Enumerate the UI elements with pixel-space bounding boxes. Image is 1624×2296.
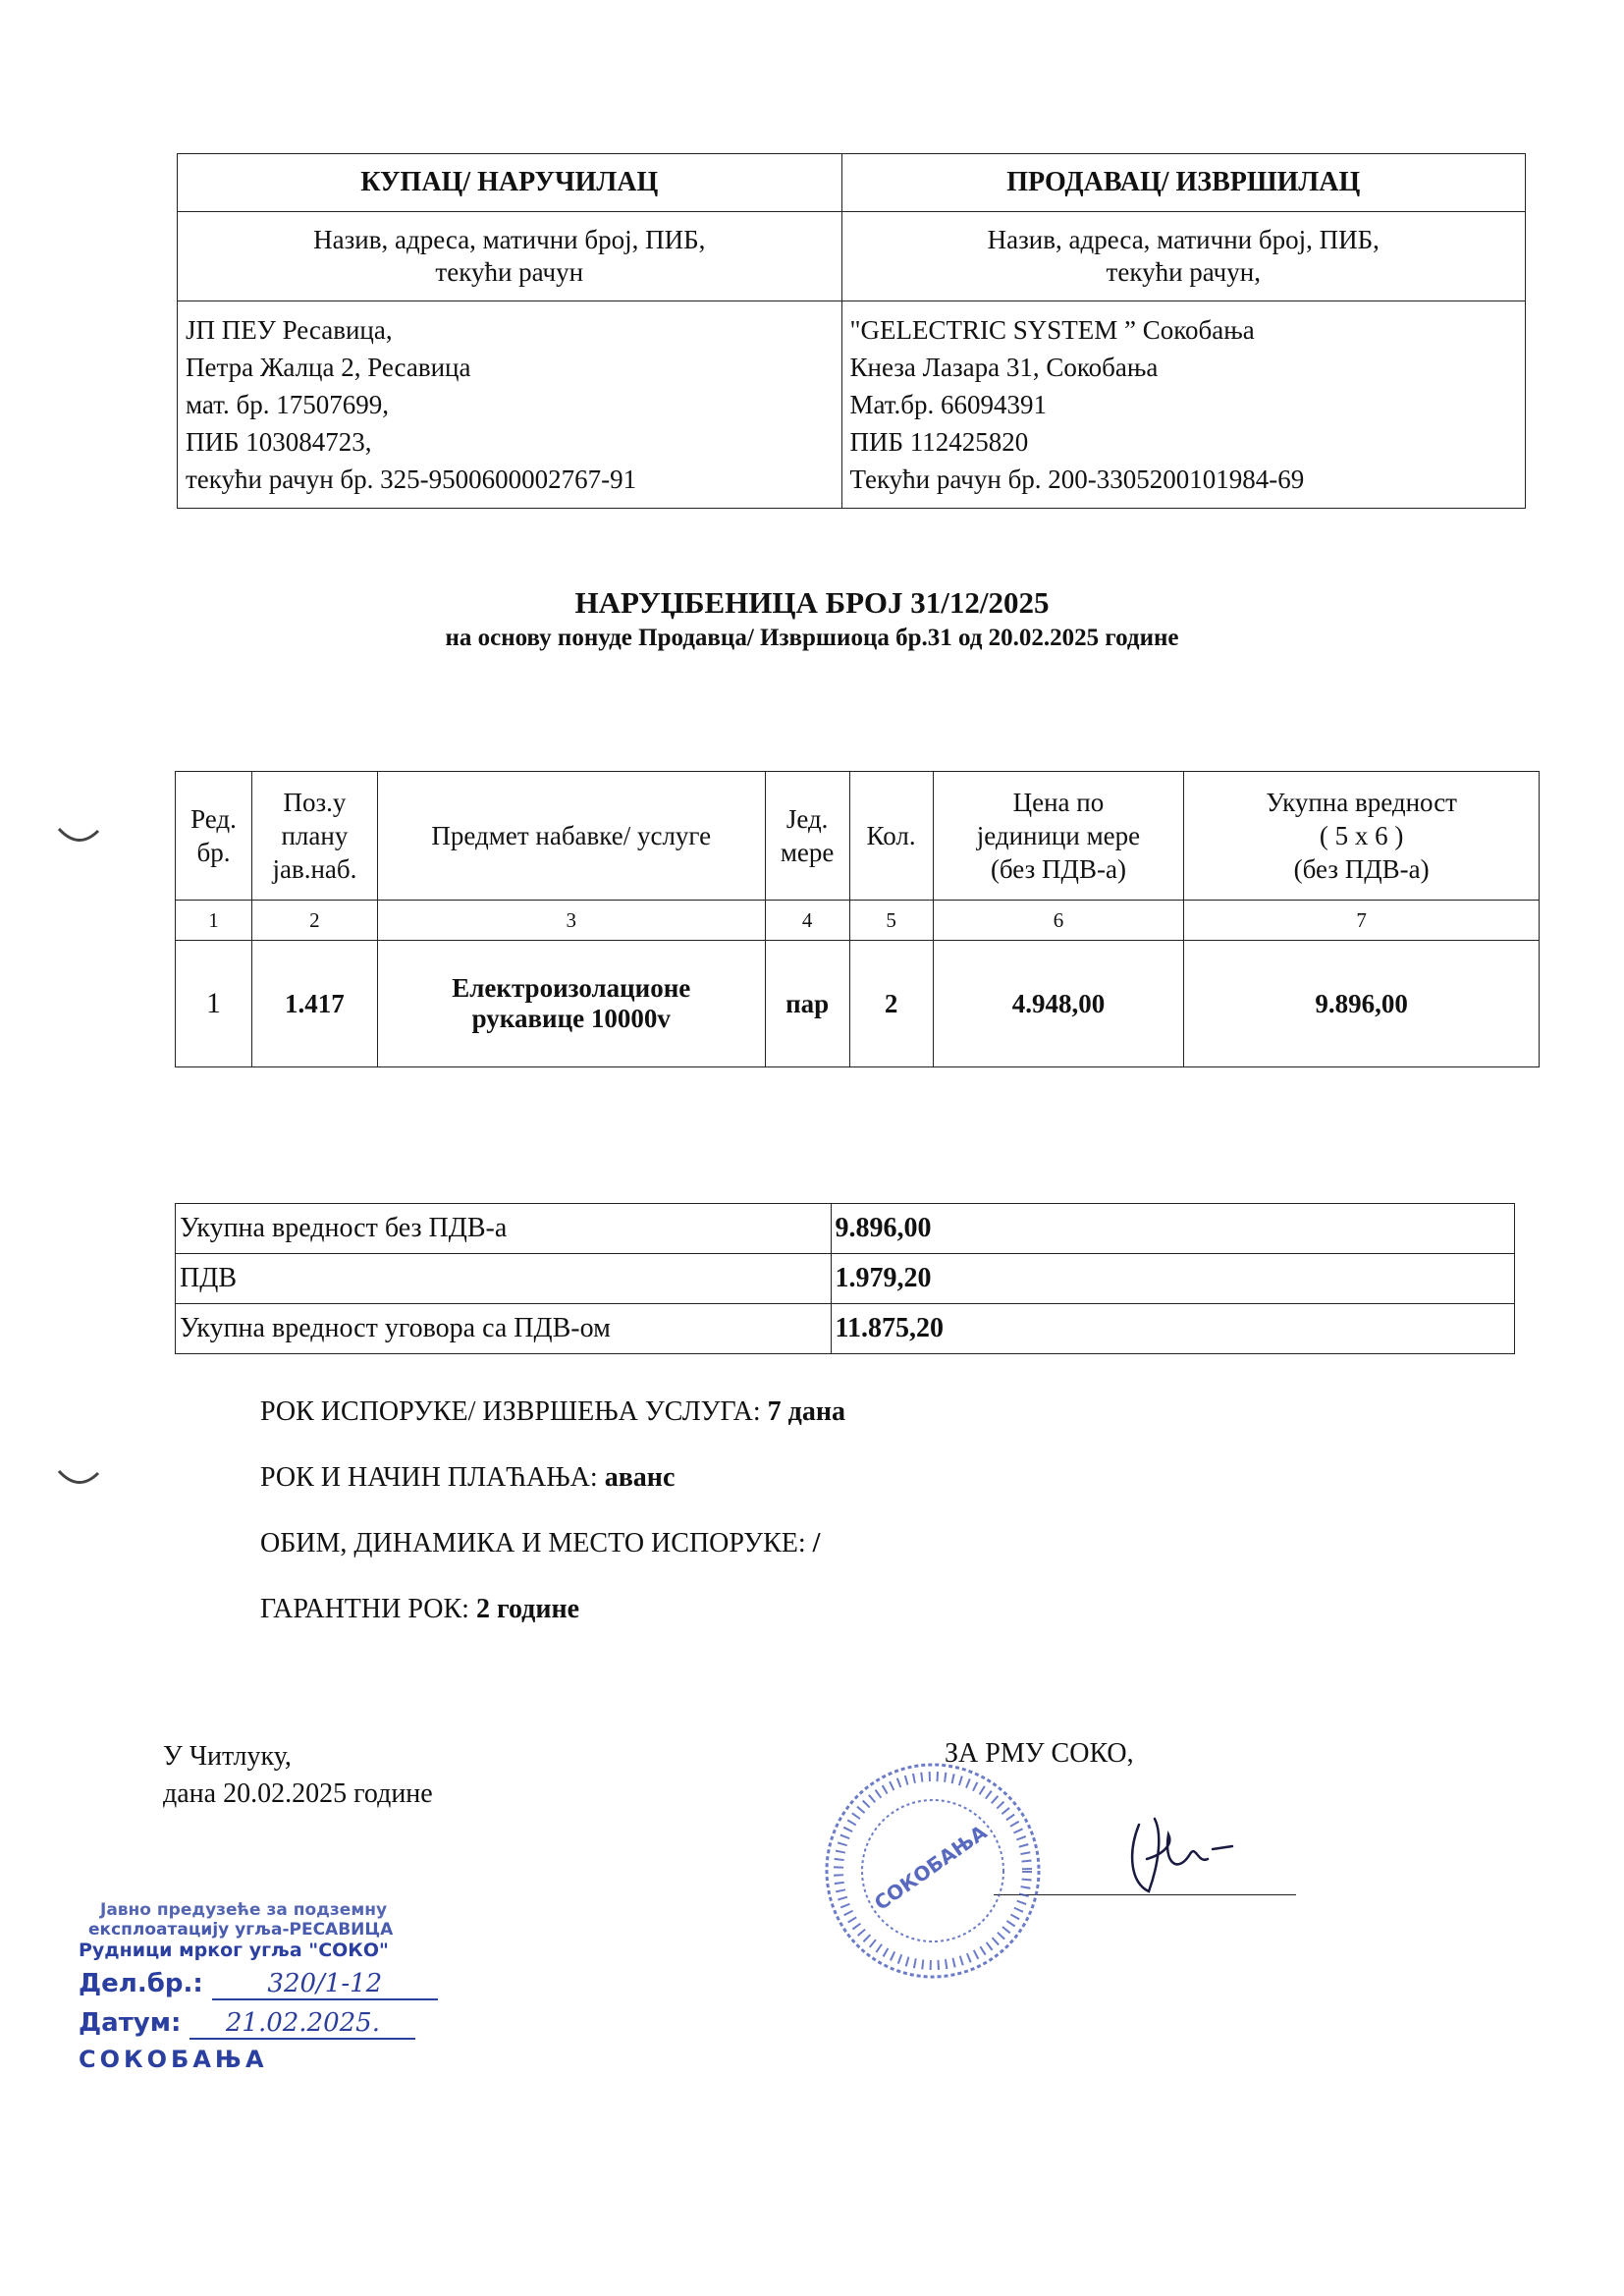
vat-value: 1.979,20 <box>831 1254 1515 1304</box>
stamp-del-row: Дел.бр.: 320/1-12 <box>79 1969 491 2000</box>
registration-stamp <box>79 1900 491 2073</box>
round-stamp-icon <box>820 1758 1046 1984</box>
col-number: 1 <box>176 901 252 941</box>
items-table <box>175 771 1540 1067</box>
terms-block <box>260 1394 845 1658</box>
stamp-line-1: Јавно предузеће за подземну <box>100 1900 388 1920</box>
table-row <box>176 1204 1515 1254</box>
stamp-line-2: експлоатацију угља-РЕСАВИЦА <box>88 1920 394 1940</box>
row-total: 9.896,00 <box>1184 941 1540 1067</box>
vat-label: ПДВ <box>176 1254 832 1304</box>
stamp-date-row: Датум: 21.02.2025. <box>79 2008 491 2040</box>
buyer-tax-id: ПИБ 103084723, <box>186 427 372 457</box>
buyer-account: текући рачун бр. 325-9500600002767-91 <box>186 465 637 494</box>
col-header-no: Ред. бр. <box>176 772 252 901</box>
row-no: 1 <box>176 941 252 1067</box>
col-number: 3 <box>377 901 765 941</box>
col-header-plan: Поз.у плану јав.наб. <box>251 772 377 901</box>
row-qty: 2 <box>849 941 933 1067</box>
row-subject: Електроизолационе рукавице 10000v <box>377 941 765 1067</box>
col-number: 7 <box>1184 901 1540 941</box>
order-subtitle: на основу понуде Продавца/ Извршиоца бр.31 од 20.02.2025 године <box>445 625 1179 651</box>
seller-tax-id: ПИБ 112425820 <box>849 427 1029 457</box>
buyer-address: Петра Жалца 2, Ресавица <box>186 353 471 382</box>
parties-table <box>177 153 1526 509</box>
seller-header: ПРОДАВАЦ/ ИЗВРШИЛАЦ <box>841 154 1526 212</box>
order-title: НАРУЏБЕНИЦА БРОЈ 31/12/2025 <box>574 585 1050 620</box>
seller-account: Текући рачун бр. 200-3305200101984-69 <box>849 465 1305 494</box>
table-row <box>176 1254 1515 1304</box>
buyer-reg-number: мат. бр. 17507699, <box>186 390 389 419</box>
col-header-price: Цена по јединици мере (без ПДВ-а) <box>933 772 1184 901</box>
stamp-city: СОКОБАЊА <box>79 2046 268 2073</box>
col-number: 4 <box>765 901 849 941</box>
buyer-name: ЈП ПЕУ Ресавица, <box>186 315 393 345</box>
col-number: 2 <box>251 901 377 941</box>
delivery-term: РОК ИСПОРУКЕ/ ИЗВРШЕЊА УСЛУГА: 7 дана <box>260 1396 845 1427</box>
col-number: 6 <box>933 901 1184 941</box>
table-row <box>176 1304 1515 1354</box>
col-number: 5 <box>849 901 933 941</box>
stamp-del-number: 320/1-12 <box>212 1969 438 2000</box>
items-header-row <box>176 772 1540 901</box>
scope-term: ОБИМ, ДИНАМИКА И МЕСТО ИСПОРУКЕ: / <box>260 1528 821 1558</box>
signer-label: ЗА РМУ СОКО, <box>945 1738 1134 1769</box>
seller-name: "GELECTRIC SYSTEM ” Сокобања <box>849 315 1255 345</box>
date: дана 20.02.2025 године <box>163 1778 433 1809</box>
column-numbers-row <box>176 901 1540 941</box>
col-header-total: Укупна вредност ( 5 x 6 ) (без ПДВ-а) <box>1184 772 1540 901</box>
col-header-qty: Кол. <box>849 772 933 901</box>
stamp-line-3: Рудници мрког угља "СОКО" <box>79 1940 389 1961</box>
totals-table <box>175 1203 1515 1354</box>
stamp-date-value: 21.02.2025. <box>189 2008 415 2040</box>
order-title-block <box>0 585 1624 652</box>
row-unit-price: 4.948,00 <box>933 941 1184 1067</box>
gross-total-value: 11.875,20 <box>831 1304 1515 1354</box>
table-row <box>176 941 1540 1067</box>
gross-total-label: Укупна вредност уговора са ПДВ-ом <box>176 1304 832 1354</box>
buyer-header: КУПАЦ/ НАРУЧИЛАЦ <box>178 154 842 212</box>
net-total-value: 9.896,00 <box>831 1204 1515 1254</box>
seller-info <box>841 301 1526 509</box>
buyer-info <box>178 301 842 509</box>
seller-reg-number: Мат.бр. 66094391 <box>849 390 1048 419</box>
seller-subheader: Назив, адреса, матични број, ПИБ, текући рачун, <box>841 212 1526 301</box>
col-header-unit: Јед. мере <box>765 772 849 901</box>
punch-hole-icon <box>57 825 100 847</box>
net-total-label: Укупна вредност без ПДВ-а <box>176 1204 832 1254</box>
row-plan-position: 1.417 <box>251 941 377 1067</box>
place: У Читлуку, <box>163 1741 292 1772</box>
place-date-block <box>163 1738 433 1813</box>
seller-address: Кнеза Лазара 31, Сокобања <box>849 353 1159 382</box>
handwritten-signature-icon <box>1119 1805 1237 1903</box>
warranty-term: ГАРАНТНИ РОК: 2 године <box>260 1594 580 1624</box>
round-stamp-text: СОКОБАЊА <box>870 1820 992 1915</box>
buyer-subheader: Назив, адреса, матични број, ПИБ, текући рачун <box>178 212 842 301</box>
col-header-subject: Предмет набавке/ услуге <box>377 772 765 901</box>
payment-term: РОК И НАЧИН ПЛАЋАЊА: аванс <box>260 1462 676 1493</box>
row-unit: пар <box>765 941 849 1067</box>
punch-hole-icon <box>57 1467 100 1489</box>
